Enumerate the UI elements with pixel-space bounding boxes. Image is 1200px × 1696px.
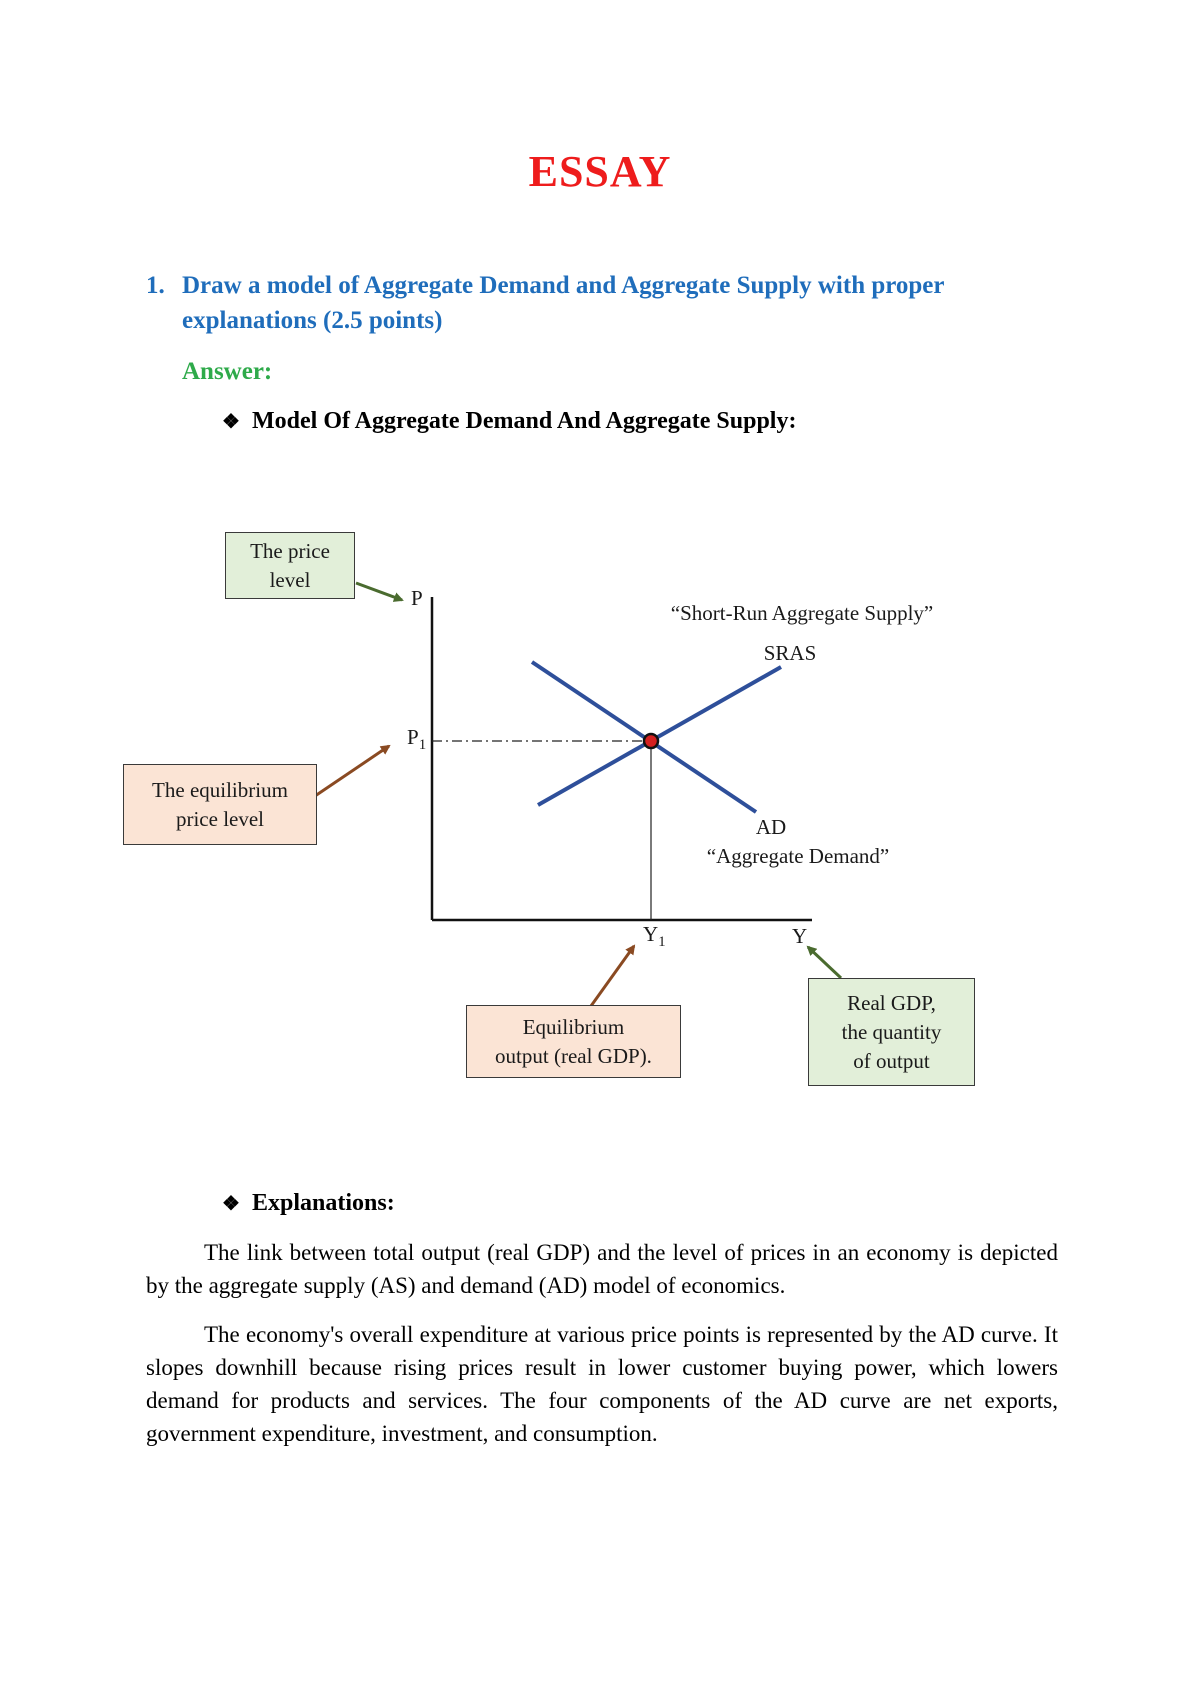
- callout-line: of output: [853, 1048, 930, 1073]
- explanation-paragraph-1: [146, 1236, 1058, 1302]
- essay-title: ESSAY: [528, 147, 672, 196]
- callout-real-gdp: [808, 978, 975, 1086]
- sras-label: SRAS: [763, 641, 817, 665]
- axis-label-p1: [407, 725, 426, 753]
- sras-curve: [538, 667, 781, 805]
- real-gdp-arrow: [808, 947, 841, 978]
- callout-line: Real GDP,: [847, 990, 936, 1015]
- callout-line: Equilibrium: [522, 1014, 625, 1039]
- diamond-bullet-icon: ❖: [222, 411, 240, 433]
- ad-label: AD: [755, 815, 787, 839]
- model-heading-text: Model Of Aggregate Demand And Aggregate Supply:: [252, 408, 797, 434]
- y1-subscript: 1: [658, 934, 666, 950]
- diamond-bullet-icon: ❖: [222, 1193, 240, 1215]
- callout-line: output (real GDP).: [495, 1043, 652, 1068]
- answer-label: Answer:: [182, 358, 273, 385]
- p1-subscript: 1: [418, 737, 427, 753]
- axis-label-y1: [643, 922, 666, 950]
- callout-line: the quantity: [841, 1019, 942, 1044]
- p1-letter: P: [407, 725, 419, 749]
- explanations-heading-text: Explanations:: [252, 1190, 395, 1216]
- callout-equilibrium-output: [466, 1005, 681, 1078]
- ad-full-name: “Aggregate Demand”: [706, 844, 890, 868]
- paragraph-text: The economy's overall expenditure at various price points is represented by the AD curve. It slopes downhill because rising prices result in lower customer buying power, which lowers demand for products and services. The four components of the AD curve are net exports, government expenditure, investment, and consumption.: [146, 1322, 1058, 1446]
- callout-price-level: [225, 532, 355, 599]
- explanation-paragraph-2: [146, 1318, 1058, 1450]
- sras-full-name: “Short-Run Aggregate Supply”: [670, 601, 934, 625]
- axis-label-p: P: [411, 586, 423, 610]
- explanations-heading: [222, 1190, 395, 1217]
- callout-line: The equilibrium: [152, 777, 288, 802]
- callout-equilibrium-price: [123, 764, 317, 845]
- y1-letter: Y: [643, 922, 659, 946]
- paragraph-text: The link between total output (real GDP) and the level of prices in an economy is depicted by the aggregate supply (AS) and demand (AD) model of economics.: [146, 1240, 1058, 1298]
- callout-line: price level: [175, 806, 264, 831]
- equilibrium-price-arrow: [315, 746, 389, 796]
- axis-label-y: Y: [792, 924, 808, 948]
- equilibrium-point: [644, 734, 658, 748]
- callout-line: level: [269, 567, 311, 592]
- callout-line: The price: [250, 538, 330, 563]
- question-text: Draw a model of Aggregate Demand and Aggregate Supply with proper explanations (2.5 points): [182, 272, 945, 334]
- price-level-arrow: [356, 583, 402, 600]
- question-number: 1.: [146, 272, 165, 299]
- equilibrium-output-arrow: [591, 946, 634, 1006]
